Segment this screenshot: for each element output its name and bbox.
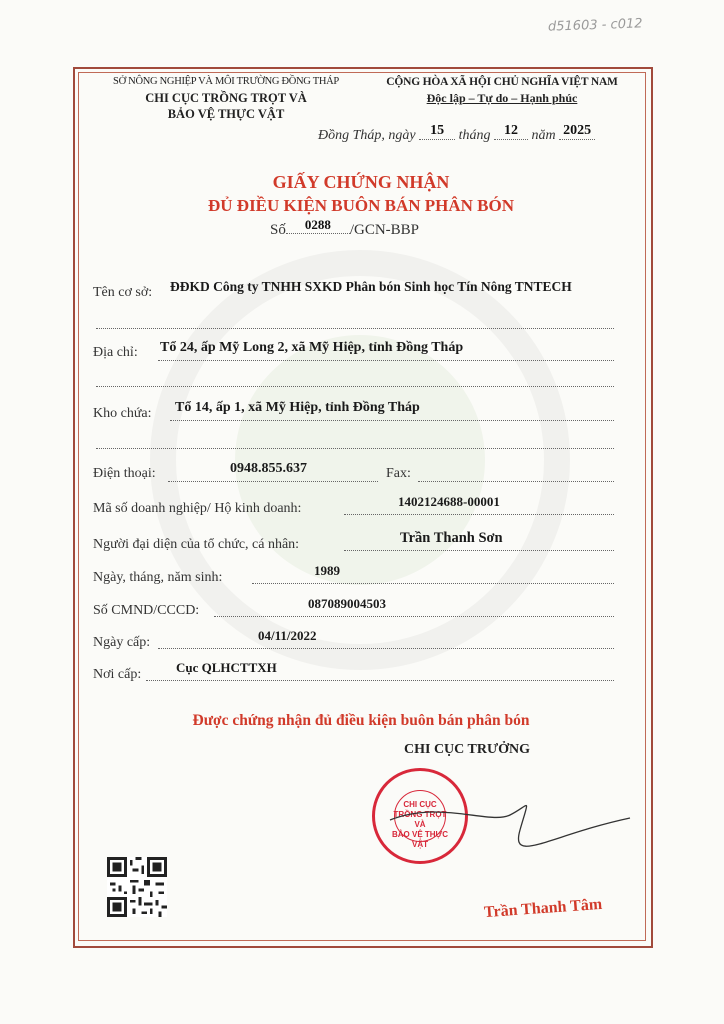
warehouse-label: Kho chứa: (93, 406, 152, 421)
header-left-agency-2: BẢO VỆ THỰC VẬT (167, 107, 285, 121)
fax-dotline (418, 481, 614, 482)
issue-date-dotline (158, 648, 614, 649)
header-left-agency: CHI CỤC TRỒNG TRỌT VÀ (145, 91, 307, 105)
certificate-title: GIẤY CHỨNG NHẬN (272, 172, 450, 192)
date-line (318, 123, 628, 145)
rep-value: Trần Thanh Sơn (400, 530, 503, 546)
dob-dotline (252, 583, 614, 584)
address-label: Địa chỉ: (93, 345, 138, 360)
seal-text-line-3: BẢO VỆ THỰC VẬT (392, 830, 448, 849)
id-value: 087089004503 (308, 596, 386, 611)
certificate-number (270, 217, 470, 239)
certified-statement: Được chứng nhận đủ điều kiện buôn bán phân bón (192, 712, 530, 729)
issue-date-value: 04/11/2022 (258, 628, 317, 643)
date-place: Đồng Tháp, ngày (318, 128, 416, 143)
date-year: 2025 (559, 123, 595, 140)
warehouse-value: Tổ 14, ấp 1, xã Mỹ Hiệp, tỉnh Đồng Tháp (175, 400, 420, 415)
address-value: Tổ 24, ấp Mỹ Long 2, xã Mỹ Hiệp, tỉnh Đồng Tháp (160, 340, 464, 355)
number-prefix: Số (270, 222, 286, 238)
date-month-label: tháng (458, 128, 491, 143)
phone-dotline (168, 481, 378, 482)
name-value: ĐĐKD Công ty TNHH SXKD Phân bón Sinh học Tín Nông TNTECH (170, 279, 572, 294)
dob-value: 1989 (314, 563, 340, 578)
certificate-subtitle: ĐỦ ĐIỀU KIỆN BUÔN BÁN PHÂN BÓN (207, 196, 515, 215)
handwritten-note: d51603 - c012 (547, 16, 643, 35)
rep-dotline (344, 550, 614, 551)
address-dotline (158, 360, 614, 361)
issue-date-label: Ngày cấp: (93, 635, 151, 650)
address-dotline-2 (96, 386, 614, 387)
warehouse-dotline (170, 420, 614, 421)
signer-name: Trần Thanh Tâm (483, 895, 603, 922)
phone-value: 0948.855.637 (230, 461, 307, 476)
seal-text-line-1: CHI CỤC (403, 800, 437, 809)
phone-label: Điện thoại: (93, 466, 156, 481)
issue-place-label: Nơi cấp: (93, 667, 142, 682)
warehouse-dotline-2 (96, 448, 614, 449)
rep-label: Người đại diện của tổ chức, cá nhân: (93, 537, 300, 552)
seal-text-line-2: TRỒNG TRỌT VÀ (393, 810, 447, 829)
date-month: 12 (494, 123, 528, 140)
signer-title: CHI CỤC TRƯỞNG (404, 742, 531, 757)
header-left-ministry: SỞ NÔNG NGHIỆP VÀ MÔI TRƯỜNG ĐỒNG THÁP (113, 76, 339, 87)
tax-label: Mã số doanh nghiệp/ Hộ kinh doanh: (93, 501, 302, 516)
header-right (364, 74, 640, 106)
signature-stroke (380, 790, 640, 850)
header-right-country: CỘNG HÒA XÃ HỘI CHỦ NGHĨA VIỆT NAM (386, 76, 618, 88)
tax-value: 1402124688-00001 (398, 494, 500, 509)
number-value: 0288 (286, 217, 350, 234)
issue-place-dotline (146, 680, 614, 681)
date-day: 15 (419, 123, 455, 140)
header-right-motto: Độc lập – Tự do – Hạnh phúc (426, 91, 578, 105)
id-dotline (214, 616, 614, 617)
name-dotline (96, 328, 614, 329)
tax-dotline (344, 514, 614, 515)
issue-place-value: Cục QLHCTTXH (176, 660, 277, 675)
date-year-label: năm (531, 128, 556, 143)
number-suffix: /GCN-BBP (349, 222, 420, 238)
name-label: Tên cơ sở: (93, 285, 153, 300)
fax-label: Fax: (386, 466, 411, 481)
dob-label: Ngày, tháng, năm sinh: (93, 570, 223, 585)
header-left (86, 74, 366, 122)
id-label: Số CMND/CCCD: (93, 603, 200, 618)
qr-code (107, 855, 167, 919)
